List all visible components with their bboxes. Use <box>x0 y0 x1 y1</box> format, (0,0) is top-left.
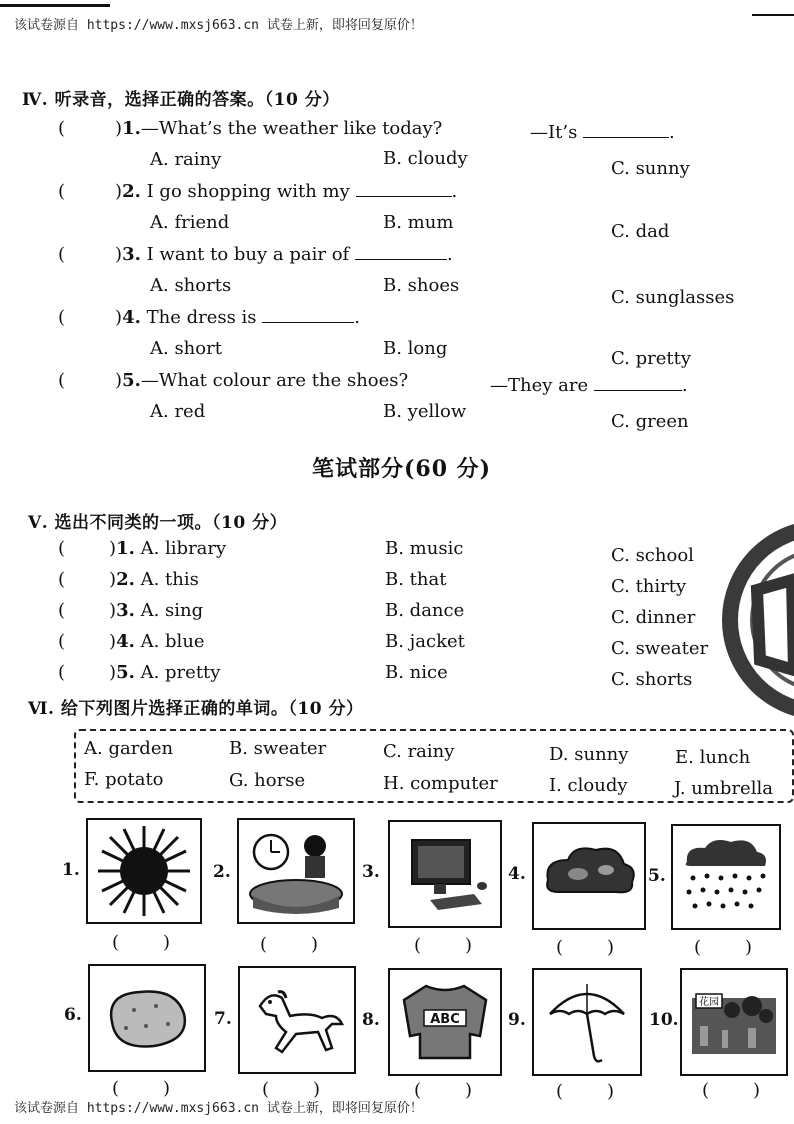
word-bank-item: H. computer <box>383 773 498 794</box>
answer-blank[interactable] <box>594 376 682 391</box>
picture-frame-7 <box>238 966 356 1074</box>
written-section-heading: 笔试部分(60 分) <box>312 456 492 482</box>
answer-slot-3[interactable]: ( ) <box>414 935 473 956</box>
answer-paren-open: ( <box>58 118 66 139</box>
s4-q2-option-b: B. mum <box>383 212 454 233</box>
picture-frame-9 <box>532 968 642 1076</box>
picture-frame-6 <box>88 964 206 1072</box>
garden-sign-text: 花园 <box>699 997 719 1008</box>
s5-q4: ( )4. A. blue <box>58 631 205 652</box>
answer-paren-close: ) <box>115 118 123 139</box>
s4-q4-option-c: C. pretty <box>611 348 691 369</box>
word-bank-item: I. cloudy <box>549 775 628 796</box>
answer-slot-10[interactable]: ( ) <box>702 1080 761 1101</box>
rain-icon <box>673 826 779 928</box>
s4-q2-option-a: A. friend <box>150 212 230 233</box>
word-bank-item: E. lunch <box>675 747 751 768</box>
s4-q5-reply: —They are . <box>490 375 688 396</box>
picture-number: 6. <box>64 1005 82 1025</box>
stamp-seal <box>712 520 794 720</box>
answer-blank[interactable] <box>355 245 447 260</box>
potato-icon <box>90 966 204 1070</box>
s4-q2: ( )2. I go shopping with my . <box>58 181 458 202</box>
s4-q2-option-c: C. dad <box>611 221 670 242</box>
section4-title: Ⅳ. 听录音，选择正确的答案。（10 分） <box>22 90 340 110</box>
word-bank-item: D. sunny <box>549 744 629 765</box>
s5-q4-option-c: C. sweater <box>611 638 709 659</box>
s5-q2-option-c: C. thirty <box>611 576 687 597</box>
picture-number: 1. <box>62 860 80 880</box>
s4-q4: ( )4. The dress is . <box>58 307 361 328</box>
horse-icon <box>240 968 354 1072</box>
sweater-letters: ABC <box>430 1012 460 1027</box>
section5-title: Ⅴ. 选出不同类的一项。（10 分） <box>28 513 288 533</box>
answer-blank[interactable] <box>583 123 669 138</box>
top-rule <box>0 4 110 7</box>
picture-number: 2. <box>213 862 231 882</box>
word-bank-item: A. garden <box>84 738 174 759</box>
answer-slot-8[interactable]: ( ) <box>414 1080 473 1101</box>
s4-q5: ( )5.—What colour are the shoes? <box>58 370 409 391</box>
s4-q5-option-b: B. yellow <box>383 401 467 422</box>
s5-q4-option-b: B. jacket <box>385 631 465 652</box>
watermark-top: 该试卷源自 https://www.mxsj663.cn 试卷上新，即将回复原价！ <box>14 18 423 33</box>
s5-q3-option-b: B. dance <box>385 600 465 621</box>
s5-q2-option-b: B. that <box>385 569 447 590</box>
picture-number: 4. <box>508 864 526 884</box>
picture-frame-2 <box>237 818 355 924</box>
s5-q5-option-c: C. shorts <box>611 669 693 690</box>
picture-frame-10 <box>680 968 788 1076</box>
answer-slot-4[interactable]: ( ) <box>556 937 615 958</box>
word-bank-item: J. umbrella <box>674 778 773 799</box>
s4-q1: ( )1.—What’s the weather like today? <box>58 118 443 139</box>
picture-number: 7. <box>214 1009 232 1029</box>
section6-title: Ⅵ. 给下列图片选择正确的单词。（10 分） <box>28 699 364 719</box>
answer-slot-7[interactable]: ( ) <box>262 1079 321 1100</box>
answer-blank[interactable] <box>356 182 452 197</box>
s4-q1-option-b: B. cloudy <box>383 148 468 169</box>
answer-slot-5[interactable]: ( ) <box>694 937 753 958</box>
s5-q1: ( )1. A. library <box>58 538 227 559</box>
answer-slot-2[interactable]: ( ) <box>260 934 319 955</box>
s4-q3-option-c: C. sunglasses <box>611 287 735 308</box>
word-bank-item: F. potato <box>84 769 164 790</box>
word-bank-item: B. sweater <box>229 738 327 759</box>
s4-q3-option-a: A. shorts <box>150 275 232 296</box>
picture-number: 10. <box>649 1010 679 1030</box>
s4-q4-option-a: A. short <box>150 338 222 359</box>
picture-frame-3 <box>388 820 502 928</box>
umbrella-icon <box>534 970 640 1074</box>
picture-number: 3. <box>362 862 380 882</box>
picture-number: 9. <box>508 1010 526 1030</box>
s5-q5: ( )5. A. pretty <box>58 662 221 683</box>
picture-frame-8 <box>388 968 502 1076</box>
picture-frame-1 <box>86 818 202 924</box>
watermark-bottom: 该试卷源自 https://www.mxsj663.cn 试卷上新，即将回复原价！ <box>14 1101 423 1116</box>
s5-q5-option-b: B. nice <box>385 662 448 683</box>
s5-q3-option-c: C. dinner <box>611 607 696 628</box>
s5-q3: ( )3. A. sing <box>58 600 204 621</box>
answer-slot-1[interactable]: ( ) <box>112 932 171 953</box>
s5-q2: ( )2. A. this <box>58 569 199 590</box>
answer-slot-9[interactable]: ( ) <box>556 1081 615 1102</box>
cloud-icon <box>534 824 644 928</box>
answer-slot-6[interactable]: ( ) <box>112 1078 171 1099</box>
picture-number: 8. <box>362 1010 380 1030</box>
computer-icon <box>390 822 500 926</box>
answer-blank[interactable] <box>262 308 354 323</box>
s4-q3: ( )3. I want to buy a pair of . <box>58 244 453 265</box>
word-bank-item: G. horse <box>229 770 306 791</box>
s4-q4-option-b: B. long <box>383 338 448 359</box>
s4-q5-option-a: A. red <box>150 401 206 422</box>
s4-q1-option-c: C. sunny <box>611 158 690 179</box>
s4-q3-option-b: B. shoes <box>383 275 460 296</box>
s4-q1-reply: —It’s . <box>530 122 675 143</box>
lunch-icon <box>239 820 353 922</box>
picture-number: 5. <box>648 866 666 886</box>
s4-q5-option-c: C. green <box>611 411 689 432</box>
picture-frame-5 <box>671 824 781 930</box>
sweater-icon <box>390 970 500 1074</box>
top-rule-right <box>752 14 794 16</box>
s5-q1-option-c: C. school <box>611 545 694 566</box>
sun-icon <box>88 820 200 922</box>
s4-q1-option-a: A. rainy <box>150 149 222 170</box>
picture-frame-4 <box>532 822 646 930</box>
garden-icon <box>682 970 786 1074</box>
word-bank-item: C. rainy <box>383 741 455 762</box>
s5-q1-option-b: B. music <box>385 538 464 559</box>
